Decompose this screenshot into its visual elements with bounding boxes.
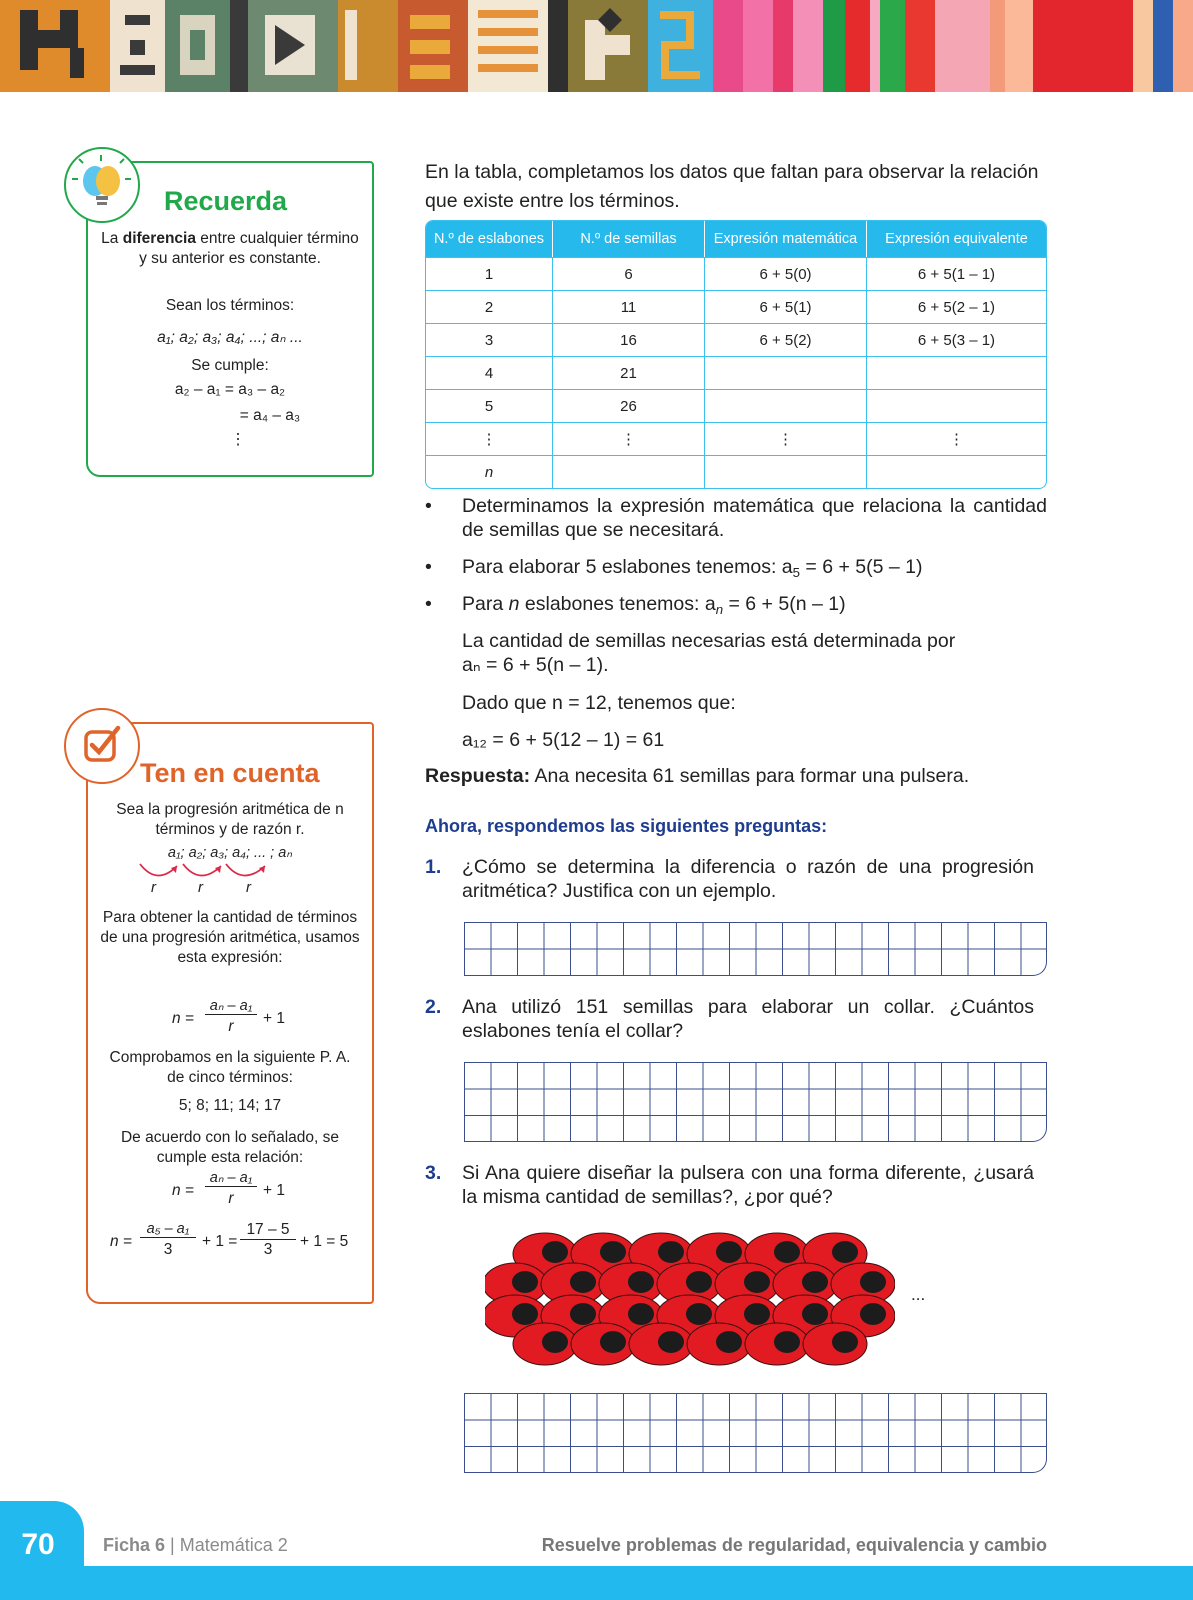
comprobamos-text: Comprobamos en la siguiente P. A. de cinco términos: xyxy=(109,1049,351,1086)
ahora-heading: Ahora, respondemos las siguientes preguntas: xyxy=(425,816,828,836)
decorative-banner xyxy=(0,0,1193,92)
seed-bracelet-image xyxy=(485,1232,895,1368)
checkbox-icon xyxy=(64,708,140,784)
recuerda-terms-label: Sean los términos: xyxy=(165,297,295,314)
answer-grid-2[interactable] xyxy=(464,1062,1047,1142)
table-cell: n xyxy=(426,455,553,488)
table-cell: 6 + 5(0) xyxy=(705,257,867,290)
table-cell xyxy=(705,356,867,389)
table-cell: 26 xyxy=(553,389,705,422)
table-cell: 2 xyxy=(426,290,553,323)
table-cell: 6 + 5(1 – 1) xyxy=(867,257,1046,290)
relation-text: De acuerdo con lo señalado, se cumple esta relación: xyxy=(120,1129,339,1166)
table-cell: ⋮ xyxy=(867,422,1046,455)
table-cell xyxy=(867,455,1046,488)
table-cell: 1 xyxy=(426,257,553,290)
seed xyxy=(803,1323,867,1365)
table-header: N.º de eslabones xyxy=(426,221,553,257)
table-row xyxy=(426,455,1046,488)
intro-text: En la tabla, completamos los datos que faltan para observar la relación que existe entre los términos. xyxy=(425,161,1039,212)
explain-line-1: La cantidad de semillas necesarias está determinada por xyxy=(462,630,956,652)
table-cell xyxy=(705,455,867,488)
sequence-terms: a₁; a₂; a₃; a₄; ... ; aₙ xyxy=(167,845,293,861)
explain-line-4: a₁₂ = 6 + 5(12 – 1) = 61 xyxy=(462,729,665,751)
table-row xyxy=(426,323,1046,356)
table-cell xyxy=(867,356,1046,389)
table-cell: 4 xyxy=(426,356,553,389)
table-row xyxy=(426,422,1046,455)
ratio-label-1: r xyxy=(151,879,156,896)
page-number: 70 xyxy=(21,1528,55,1561)
seed xyxy=(513,1323,577,1365)
recuerda-dots: ⋮ xyxy=(230,431,246,448)
table-row xyxy=(426,290,1046,323)
ratio-arrows xyxy=(135,858,285,898)
example-sequence: 5; 8; 11; 14; 17 xyxy=(178,1097,282,1114)
footer-bar xyxy=(0,1566,1193,1600)
footer-ficha: Ficha 6 | Matemática 2 xyxy=(103,1535,288,1555)
ratio-label-2: r xyxy=(198,879,203,896)
table-cell: 16 xyxy=(553,323,705,356)
explain-line-3: Dado que n = 12, tenemos que: xyxy=(462,692,736,714)
table-cell: 6 + 5(2) xyxy=(705,323,867,356)
recuerda-terms: a₁; a₂; a₃; a₄; ...; aₙ ... xyxy=(157,329,303,346)
seed xyxy=(629,1323,693,1365)
recuerda-eq2: = a₄ – a₃ xyxy=(239,407,301,424)
table-row xyxy=(426,356,1046,389)
ten-en-cuenta-intro: Sea la progresión aritmética de n términos y de razón r. xyxy=(116,801,344,838)
table-cell: 3 xyxy=(426,323,553,356)
seed xyxy=(687,1323,751,1365)
recuerda-title: Recuerda xyxy=(164,186,288,216)
table-cell: ⋮ xyxy=(426,422,553,455)
table-cell xyxy=(705,389,867,422)
explain-line-2: aₙ = 6 + 5(n – 1). xyxy=(462,654,609,676)
answer-grid-3[interactable] xyxy=(464,1393,1047,1473)
table-header: N.º de semillas xyxy=(553,221,705,257)
ratio-label-3: r xyxy=(246,879,251,896)
respuesta: Respuesta: Ana necesita 61 semillas para formar una pulsera. xyxy=(425,765,970,787)
table-cell: 5 xyxy=(426,389,553,422)
table-cell: 6 + 5(2 – 1) xyxy=(867,290,1046,323)
table-cell: 21 xyxy=(553,356,705,389)
table-cell: ⋮ xyxy=(553,422,705,455)
recuerda-definition: La diferencia entre cualquier término y su anterior es constante. xyxy=(101,230,359,267)
answer-grid-1[interactable] xyxy=(464,922,1047,976)
seed xyxy=(571,1323,635,1365)
table-cell: 6 xyxy=(553,257,705,290)
table-header: Expresión matemática xyxy=(705,221,867,257)
data-table xyxy=(425,220,1047,489)
table-cell: 6 + 5(1) xyxy=(705,290,867,323)
table-cell xyxy=(553,455,705,488)
ten-en-cuenta-title: Ten en cuenta xyxy=(140,758,320,788)
footer-competency: Resuelve problemas de regularidad, equivalencia y cambio xyxy=(541,1535,1047,1555)
recuerda-cumple: Se cumple: xyxy=(191,357,269,374)
brain-icon xyxy=(64,147,140,223)
table-header: Expresión equivalente xyxy=(867,221,1046,257)
table-header-row xyxy=(426,221,1046,257)
table-cell: 6 + 5(3 – 1) xyxy=(867,323,1046,356)
table-cell: 11 xyxy=(553,290,705,323)
recuerda-eq1: a₂ – a₁ = a₃ – a₂ xyxy=(174,381,286,398)
seed xyxy=(745,1323,809,1365)
table-cell: ⋮ xyxy=(705,422,867,455)
table-row xyxy=(426,257,1046,290)
seeds-ellipsis: ... xyxy=(911,1285,926,1304)
table-cell xyxy=(867,389,1046,422)
table-row xyxy=(426,389,1046,422)
ten-en-cuenta-explanation: Para obtener la cantidad de términos de una progresión aritmética, usamos esta expresión: xyxy=(100,909,360,966)
